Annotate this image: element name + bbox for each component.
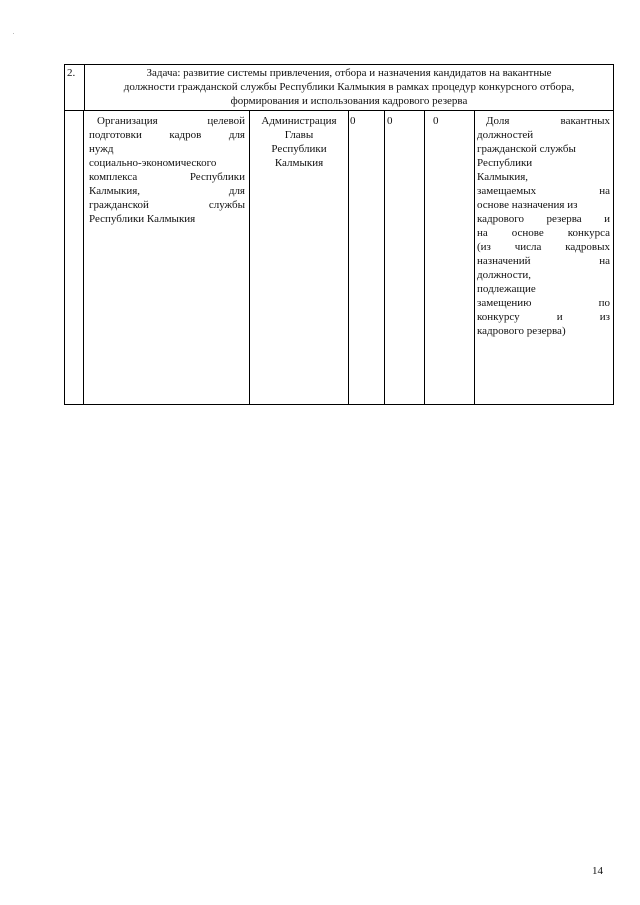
measure-line: комплекса Республики <box>89 171 245 183</box>
program-table <box>64 64 614 405</box>
indicator-line: Республики <box>477 157 533 169</box>
task-title <box>85 65 613 110</box>
indicator-line: гражданской службы <box>477 143 576 155</box>
indicator-line: кадрового резерва) <box>477 325 566 337</box>
indicator-line: Калмыкия, <box>477 171 529 183</box>
page-number: 14 <box>592 865 603 877</box>
indicator-line: назначений на <box>477 255 610 267</box>
value-cell-3: 0 <box>425 111 475 404</box>
measure-line: Республики Калмыкия <box>89 213 196 225</box>
indicator-line: конкурсу и из <box>477 311 610 323</box>
task-header-row <box>65 65 613 111</box>
value-cell-2: 0 <box>385 111 425 404</box>
indicator-cell <box>475 111 613 404</box>
indicator-line: кадрового резерва и <box>477 213 610 225</box>
task-line: формирования и использования кадрового резерва <box>230 95 468 107</box>
indicator-line: должности, <box>477 269 532 281</box>
measure-line: социально-экономического <box>89 157 217 169</box>
measure-row <box>65 111 613 404</box>
measure-line: подготовки кадров для <box>89 129 245 141</box>
task-line: Задача: развитие системы привлечения, отбора и назначения кандидатов на вакантные <box>146 67 552 79</box>
scan-speck <box>13 33 14 34</box>
indicator-line: замещаемых на <box>477 185 610 197</box>
measure-cell <box>84 111 250 404</box>
indicator-line: подлежащие <box>477 283 536 295</box>
row-number: 2. <box>65 65 85 110</box>
measure-line: Организация целевой <box>97 115 245 127</box>
value-cell-1: 0 <box>349 111 385 404</box>
measure-line: Калмыкия, для <box>89 185 245 197</box>
measure-line: нужд <box>89 143 114 155</box>
indicator-line: (из числа кадровых <box>477 241 610 253</box>
measure-line: гражданской службы <box>89 199 245 211</box>
indicator-line: на основе конкурса <box>477 227 610 239</box>
empty-number-cell <box>65 111 84 404</box>
task-line: должности гражданской службы Республики Калмыкия в рамках процедур конкурсного отбора, <box>123 81 575 93</box>
executor-cell: Администрация Главы Республики Калмыкия <box>250 111 349 404</box>
indicator-line: Доля вакантных <box>486 115 610 127</box>
indicator-line: должностей <box>477 129 534 141</box>
indicator-line: замещению по <box>477 297 610 309</box>
indicator-line: основе назначения из <box>477 199 578 211</box>
